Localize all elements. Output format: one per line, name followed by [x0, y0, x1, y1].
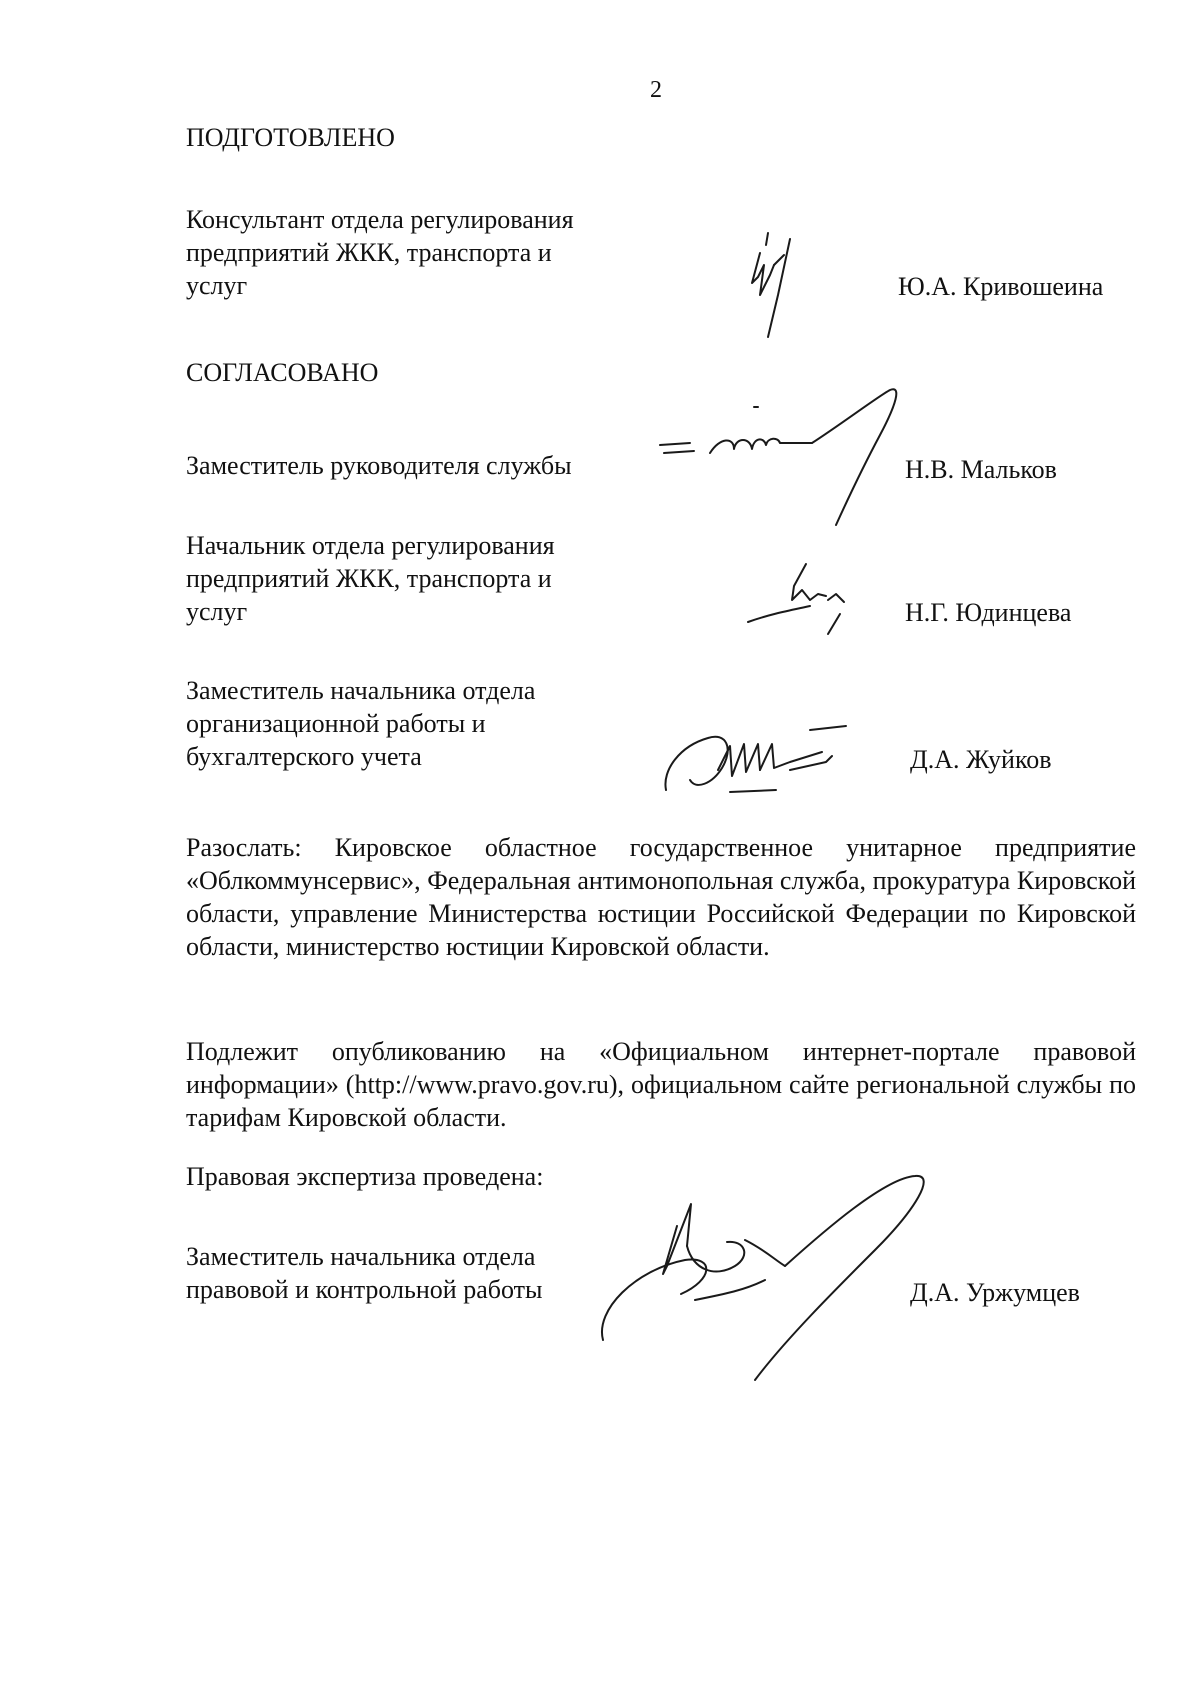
prepared-role: Консультант отдела регулирования предприятий ЖКК, транспорта и услуг [186, 205, 574, 300]
agreed-role-2: Начальник отдела регулирования предприятий ЖКК, транспорта и услуг [186, 531, 555, 626]
page-number: 2 [650, 77, 662, 103]
agreed-name-3: Д.А. Жуйков [910, 745, 1052, 774]
publication-paragraph: Подлежит опубликованию на «Официальном интернет-портале правовой информации» (http://www.pravo.gov.ru), официальном сайте региональной службы по тарифам Кировской области. [186, 1037, 1136, 1132]
prepared-heading: ПОДГОТОВЛЕНО [186, 123, 395, 152]
legal-review-heading: Правовая экспертиза проведена: [186, 1162, 544, 1191]
agreed-role-3: Заместитель начальника отдела организационной работы и бухгалтерского учета [186, 676, 536, 771]
legal-review-name: Д.А. Уржумцев [910, 1278, 1080, 1307]
agreed-heading: СОГЛАСОВАНО [186, 358, 379, 387]
prepared-name: Ю.А. Кривошеина [898, 272, 1104, 301]
agreed-name-1: Н.В. Мальков [905, 455, 1057, 484]
signature-malkov [650, 385, 940, 530]
agreed-name-2: Н.Г. Юдинцева [905, 598, 1072, 627]
signature-yudintseva [740, 560, 890, 650]
signature-krivosheina [730, 225, 820, 345]
signature-zhuikov [660, 710, 880, 800]
agreed-role-1: Заместитель руководителя службы [186, 451, 572, 480]
distribution-paragraph: Разослать: Кировское областное государственное унитарное предприятие «Облкоммунсервис», Федеральная антимонопольная служба, прокуратура Кировской области, управление Министерства юстиции Российской Федерации по Кировской области, министерство юстиции Кировской области. [186, 833, 1136, 961]
legal-review-role: Заместитель начальника отдела правовой и контрольной работы [186, 1242, 543, 1304]
